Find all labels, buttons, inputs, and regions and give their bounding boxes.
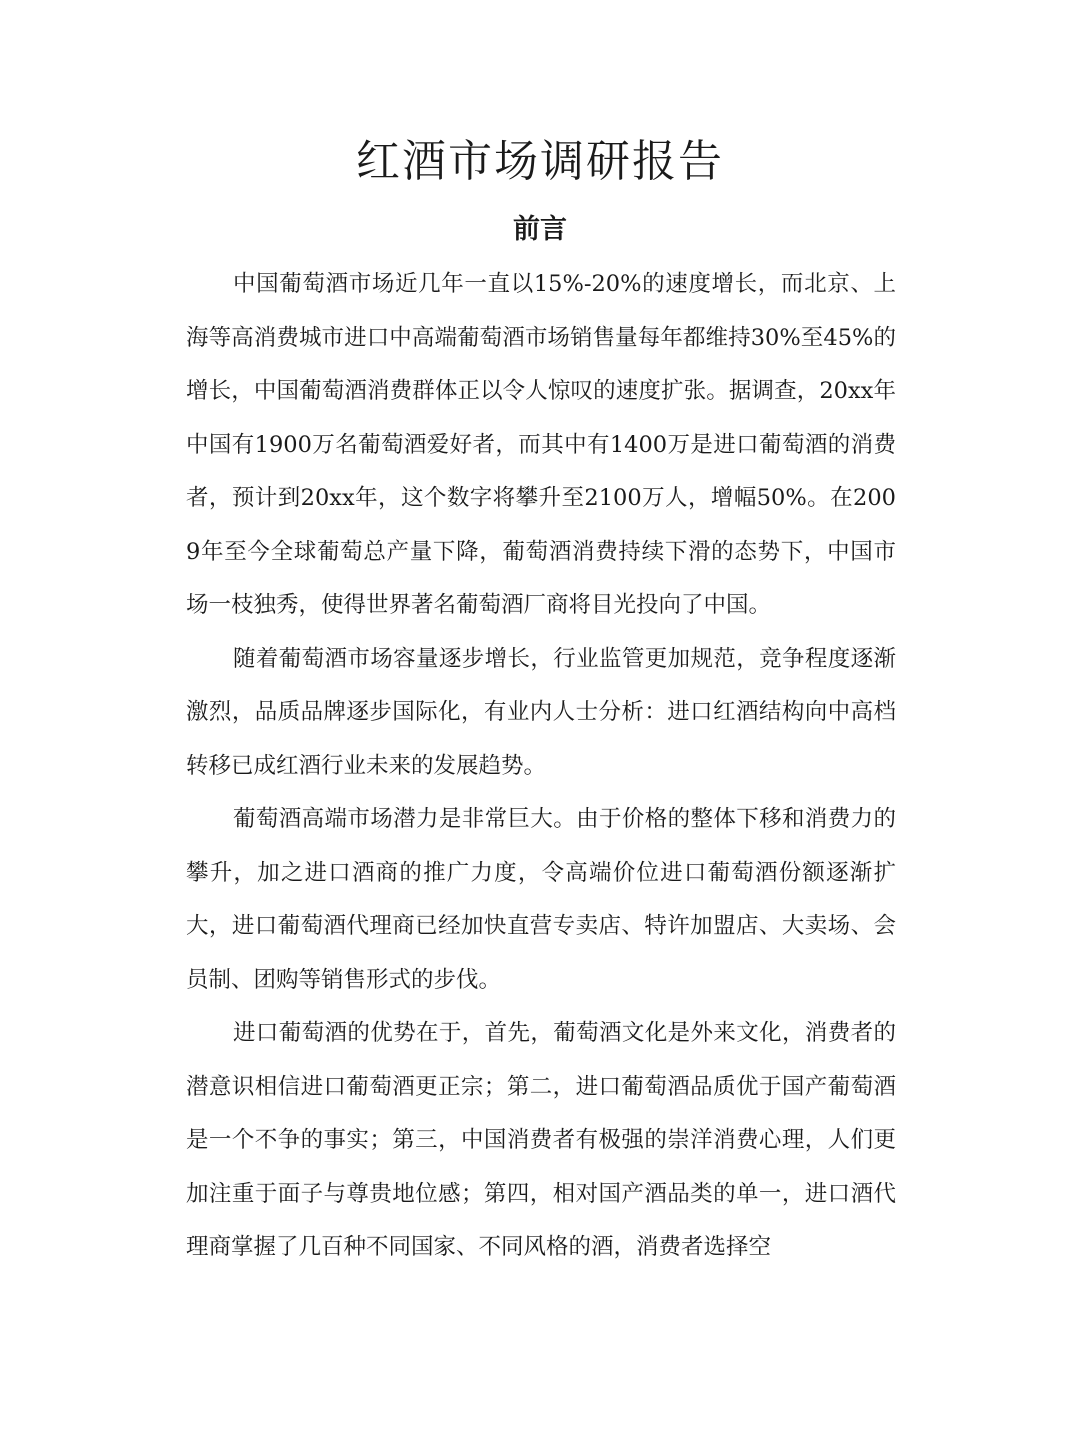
paragraph-3: 葡萄酒高端市场潜力是非常巨大。由于价格的整体下移和消费力的攀升，加之进口酒商的推广力度，令高端价位进口葡萄酒份额逐渐扩大，进口葡萄酒代理商已经加快直营专卖店、特许加盟店、大卖场、会员制、团购等销售形式的步伐。 — [186, 806, 896, 993]
paragraph-4: 进口葡萄酒的优势在于，首先，葡萄酒文化是外来文化，消费者的潜意识相信进口葡萄酒更正宗；第二，进口葡萄酒品质优于国产葡萄酒是一个不争的事实；第三，中国消费者有极强的崇洋消费心理，人们更加注重于面子与尊贵地位感；第四，相对国产酒品类的单一，进口酒代理商掌握了几百种不同国家、不同风格的酒，消费者选择空 — [186, 1020, 896, 1260]
document-title: 红酒市场调研报告 — [356, 136, 724, 187]
paragraph-1: 中国葡萄酒市场近几年一直以15%-20%的速度增长，而北京、上海等高消费城市进口中高端葡萄酒市场销售量每年都维持30%至45%的增长，中国葡萄酒消费群体正以令人惊叹的速度扩张。据调查，20xx年中国有1900万名葡萄酒爱好者，而其中有1400万是进口葡萄酒的消费者，预计到20xx年，这个数字将攀升至2100万人，增幅50%。在2009年至今全球葡萄总产量下降，葡萄酒消费持续下滑的态势下，中国市场一枝独秀，使得世界著名葡萄酒厂商将目光投向了中国。 — [186, 271, 896, 618]
section-heading: 前言 — [513, 214, 567, 245]
document-body — [186, 258, 896, 1275]
paragraph-2: 随着葡萄酒市场容量逐步增长，行业监管更加规范，竞争程度逐渐激烈，品质品牌逐步国际化，有业内人士分析：进口红酒结构向中高档转移已成红酒行业未来的发展趋势。 — [186, 645, 896, 779]
